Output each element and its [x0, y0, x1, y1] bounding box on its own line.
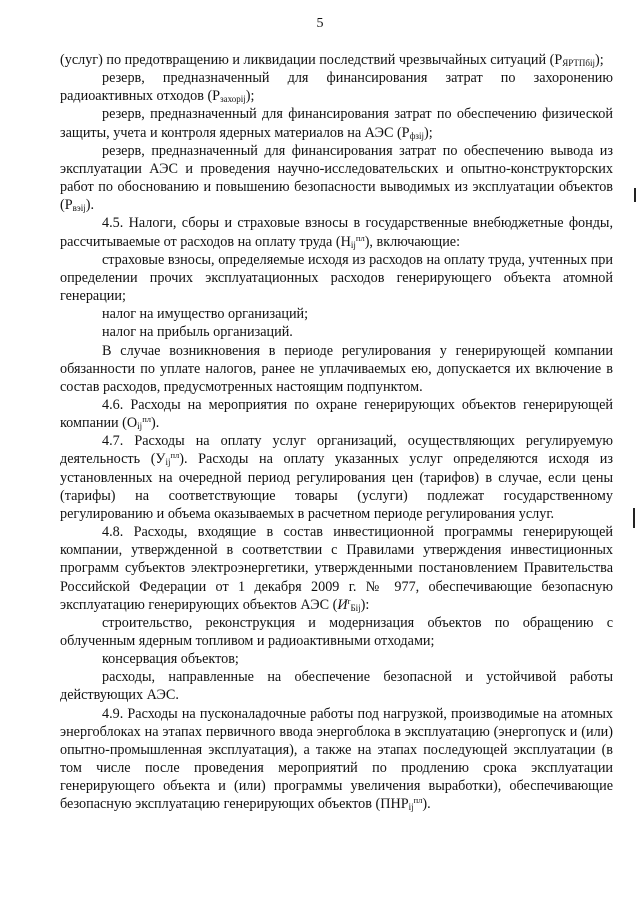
- italic-symbol: И: [337, 596, 348, 613]
- subscript: ij: [137, 421, 143, 432]
- subscript: вэij: [72, 203, 86, 214]
- superscript: пл: [170, 450, 180, 461]
- paragraph-p13: [60, 614, 613, 650]
- text-run: страховые взносы, определяемые исходя из расходов на оплату труда, учтенных при определении прочих эксплуатационных расходов генерирующего объекта атомной генерации;: [60, 251, 613, 305]
- text-run: В случае возникновения в периоде регулирования у генерирующей компании обязанности по уплате налогов, ранее не уплачиваемых ею, допускается их включение в состав расходов, предусмотренных настоящим подпунктом.: [60, 342, 613, 395]
- text-run: строительство, реконструкция и модернизация объектов по обращению с облученным ядерным топливом и радиоактивными отходами;: [60, 614, 613, 649]
- superscript: r: [347, 595, 351, 606]
- paragraph-p1: [60, 51, 613, 69]
- text-run: ).: [150, 415, 160, 432]
- text-run: расходы, направленные на обеспечение безопасной и устойчивой работы действующих АЭС.: [60, 669, 613, 704]
- paragraph-p8: [60, 323, 613, 341]
- text-run: );: [245, 88, 255, 105]
- subscript: фзij: [409, 130, 424, 141]
- text-run: ).: [422, 796, 431, 813]
- paragraph-p2: [60, 69, 613, 105]
- scan-edge-mark: [633, 508, 635, 528]
- subscript: ij: [350, 239, 356, 250]
- subscript: ij: [408, 802, 414, 813]
- text-run: ), включающие:: [364, 233, 461, 250]
- paragraph-p9: [60, 342, 613, 396]
- paragraph-p6: [60, 251, 613, 305]
- paragraph-p10: [60, 396, 613, 432]
- text-run: налог на имущество организаций;: [102, 306, 309, 323]
- paragraph-p4: [60, 142, 613, 215]
- text-run: резерв, предназначенный для финансирования затрат по обеспечению вывода из эксплуатации АЭС и проведения научно-исследовательских и опытно-конструкторских работ по обоснованию и повышению безопасности выводимых из эксплуатации объектов (Р: [60, 142, 613, 214]
- superscript: пл: [355, 232, 365, 243]
- paragraph-p14: [60, 650, 613, 668]
- paragraph-p3: [60, 105, 613, 141]
- document-body: [60, 51, 613, 814]
- superscript: пл: [413, 795, 423, 806]
- text-run: резерв, предназначенный для финансирования затрат по захоронению радиоактивных отходов (Р: [60, 70, 613, 105]
- scan-edge-mark: [634, 188, 636, 202]
- text-run: (услуг) по предотвращению и ликвидации последствий чрезвычайных ситуаций (Р: [60, 52, 563, 68]
- paragraph-p5: [60, 214, 613, 250]
- text-run: 4.9. Расходы на пусконаладочные работы под нагрузкой, производимые на атомных энергоблоках на этапах первичного ввода энергоблока в эксплуатацию (энергопуск и (или) опытно-промышленная эксплуатация), а также на этапах последующей эксплуатации (в том числе после проведения мероприятий по продлению срока эксплуатации генерирующего объекта и (или) программы увеличения выработки), обеспечивающие безопасную эксплуатацию генерирующих объектов (ПНР: [60, 705, 613, 813]
- subscript: захорij: [220, 94, 246, 105]
- paragraph-p7: [60, 305, 613, 323]
- paragraph-p15: [60, 668, 613, 704]
- text-run: );: [423, 124, 433, 141]
- text-run: 4.7. Расходы на оплату услуг организаций, осуществляющих регулируемую деятельность (У: [60, 433, 613, 468]
- text-run: налог на прибыль организаций.: [102, 324, 293, 341]
- text-run: резерв, предназначенный для финансирования затрат по обеспечению физической защиты, учета и контроля ядерных материалов на АЭС (Р: [60, 106, 613, 141]
- text-run: );: [594, 52, 604, 68]
- text-run: 4.8. Расходы, входящие в состав инвестиционной программы генерирующей компании, утвержденной в соответствии с Правилами утверждения инвестиционных программ субъектов электроэнергетики, утвержденными постановлением Правительства Российской Федерации от 1 декабря 2009 г. № 977, обеспечивающие безопасную эксплуатацию генерирующих объектов АЭС (: [60, 524, 613, 613]
- subscript: Бij: [350, 602, 361, 613]
- text-run: 4.6. Расходы на мероприятия по охране генерирующих объектов генерирующей компании (О: [60, 396, 613, 432]
- page-number: 5: [316, 16, 324, 31]
- subscript: ij: [165, 457, 171, 468]
- paragraph-p12: [60, 523, 613, 614]
- text-run: 4.5. Налоги, сборы и страховые взносы в государственные внебюджетные фонды, рассчитываемые от расходов на оплату труда (Н: [60, 215, 613, 250]
- text-run: ). Расходы на оплату указанных услуг определяются исходя из установленных на очередной период регулирования цен (тарифов) в случае, если цены (тарифы) на соответствующие товары (услуги) подлежат государственному регулированию и объема оказываемых в расчетном периоде регулирования услуг.: [60, 451, 613, 522]
- paragraph-p11: [60, 432, 613, 523]
- text-run: ).: [85, 197, 95, 214]
- subscript: ЯРТПбij: [562, 58, 595, 68]
- text-run: консервация объектов;: [102, 651, 239, 668]
- text-run: ):: [360, 596, 370, 613]
- superscript: пл: [142, 414, 151, 425]
- paragraph-p16: [60, 705, 613, 814]
